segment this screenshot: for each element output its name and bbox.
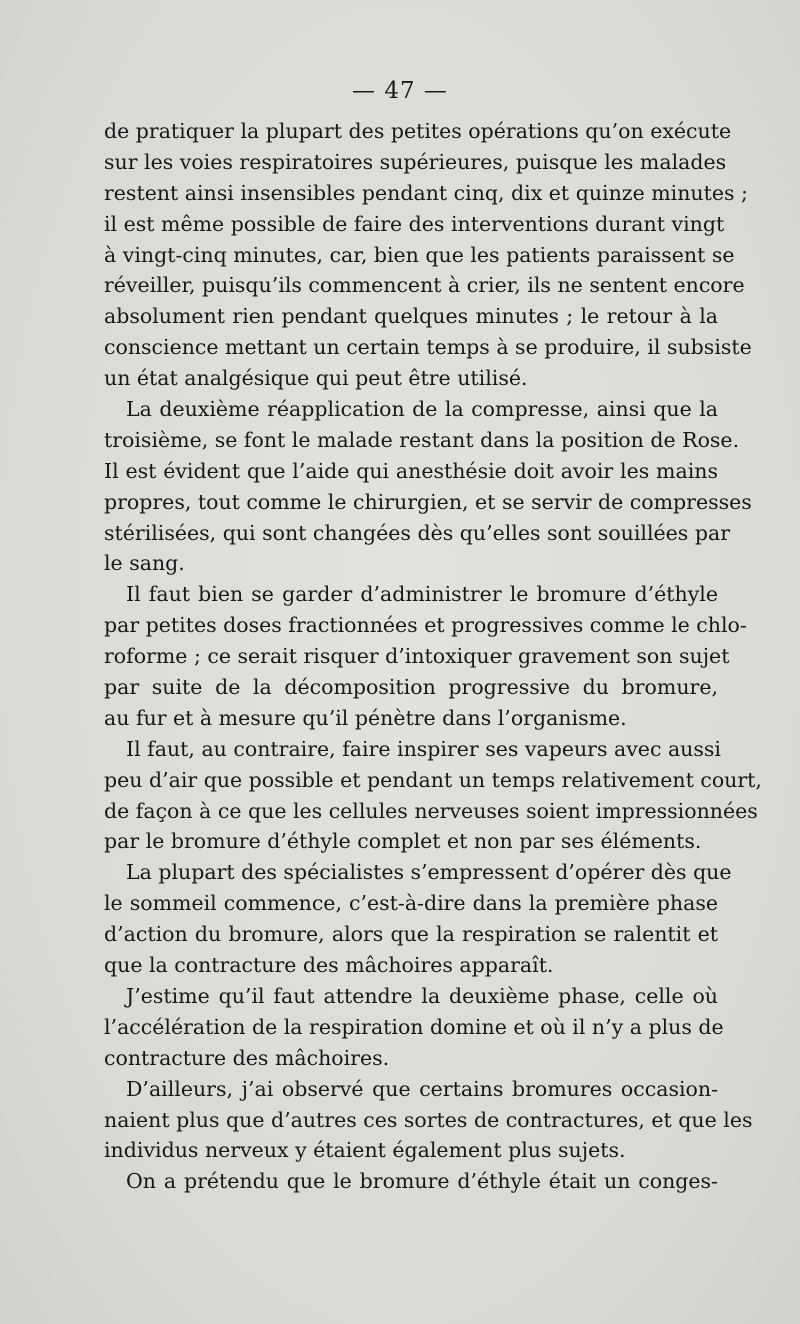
text-line: troisième, se font le malade restant dans la position de Rose.: [104, 427, 740, 452]
paragraph: [104, 394, 752, 579]
text-line: par le bromure d’éthyle complet et non par ses éléments.: [104, 829, 702, 854]
text-line: contracture des mâchoires.: [104, 1045, 390, 1070]
text-line: restent ainsi insensibles pendant cinq, dix et quinze minutes ;: [104, 180, 748, 205]
text-line: naient plus que d’autres ces sortes de contractures, et que les: [104, 1107, 753, 1132]
text-line: l’accélération de la respiration domine et où il n’y a plus de: [104, 1014, 724, 1039]
text-line: peu d’air que possible et pendant un temps relativement court,: [104, 767, 762, 792]
text-line: que la contracture des mâchoires apparaît.: [104, 953, 554, 978]
text-line: individus nerveux y étaient également plus sujets.: [104, 1138, 626, 1163]
text-line: absolument rien pendant quelques minutes ; le retour à la: [104, 304, 718, 329]
text-line: Il faut bien se garder d’administrer le bromure d’éthyle: [126, 582, 718, 607]
text-line: sur les voies respiratoires supérieures, puisque les malades: [104, 149, 727, 174]
paragraph: [104, 857, 732, 981]
text-line: le sommeil commence, c’est-à-dire dans la première phase: [104, 891, 718, 916]
text-line: de pratiquer la plupart des petites opérations qu’on exécute: [104, 119, 732, 143]
text-line: Il est évident que l’aide qui anesthésie doit avoir les mains: [104, 458, 718, 483]
text-line: D’ailleurs, j’ai observé que certains bromures occasion-: [126, 1076, 718, 1101]
text-line: On a prétendu que le bromure d’éthyle était un conges-: [126, 1169, 718, 1194]
text-line: La deuxième réapplication de la compresse, ainsi que la: [126, 397, 718, 422]
paragraph: [104, 981, 724, 1074]
text-line: conscience mettant un certain temps à se produire, il subsiste: [104, 335, 752, 360]
text-line: au fur et à mesure qu’il pénètre dans l’organisme.: [104, 705, 627, 730]
text-line: J’estime qu’il faut attendre la deuxième phase, celle où: [126, 983, 718, 1008]
paragraph: [104, 1166, 718, 1197]
text-line: il est même possible de faire des interventions durant vingt: [104, 211, 725, 236]
text-line: roforme ; ce serait risquer d’intoxiquer gravement son sujet: [104, 644, 730, 669]
text-line: stérilisées, qui sont changées dès qu’elles sont souillées par: [104, 520, 730, 545]
text-line: d’action du bromure, alors que la respiration se ralentit et: [104, 922, 718, 947]
text-line: par suite de la décomposition progressive du bromure,: [104, 675, 718, 700]
paragraph: [104, 116, 752, 394]
text-line: propres, tout comme le chirurgien, et se servir de compresses: [104, 489, 752, 514]
paragraph: [104, 734, 762, 858]
text-line: La plupart des spécialistes s’empressent d’opérer dès que: [126, 860, 732, 885]
text-line: Il faut, au contraire, faire inspirer ses vapeurs avec aussi: [126, 736, 721, 761]
text-line: par petites doses fractionnées et progressives comme le chlo-: [104, 613, 747, 638]
paragraph: [104, 1074, 753, 1167]
page-number: — 47 —: [352, 78, 448, 104]
paragraph: [104, 579, 747, 733]
text-line: le sang.: [104, 551, 185, 576]
text-line: un état analgésique qui peut être utilisé.: [104, 366, 528, 391]
body-text: [104, 116, 762, 1197]
text-line: de façon à ce que les cellules nerveuses soient impressionnées: [104, 798, 758, 823]
text-line: à vingt-cinq minutes, car, bien que les patients paraissent se: [104, 242, 735, 267]
text-line: réveiller, puisqu’ils commencent à crier, ils ne sentent encore: [104, 273, 745, 298]
